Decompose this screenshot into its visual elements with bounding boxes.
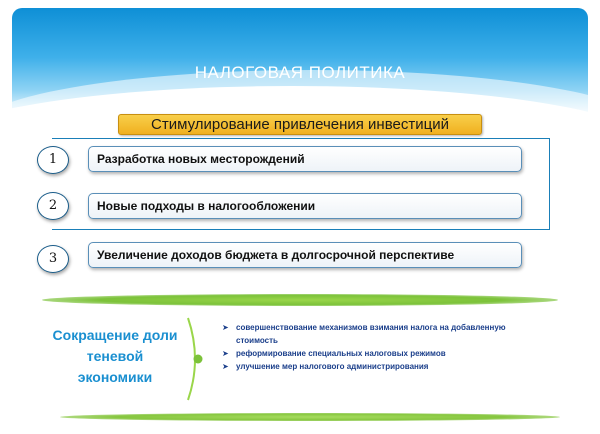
bullet-text-2: реформирование специальных налоговых режимов [236, 349, 446, 358]
shadow-economy-bullet-list [222, 321, 522, 373]
item-box-3: Увеличение доходов бюджета в долгосрочной перспективе [88, 242, 522, 268]
bullet-text-3: улучшение мер налогового администрирования [236, 362, 429, 371]
list-item [222, 360, 522, 373]
page-title: НАЛОГОВАЯ ПОЛИТИКА [194, 63, 406, 82]
shadow-economy-title-line-1: Сокращение доли [52, 327, 178, 343]
shadow-economy-title-line-3: экономики [77, 369, 153, 385]
shadow-economy-title-line-2: теневой [86, 348, 144, 364]
shadow-economy-title [40, 325, 190, 388]
header-banner [12, 8, 588, 118]
item-number-2: 2 [37, 192, 69, 220]
item-box-2: Новые подходы в налогообложении [88, 193, 522, 219]
bullet-text-1: совершенствование механизмов взимания налога на добавленную стоимость [236, 323, 506, 345]
chevron-bracket-icon [186, 316, 210, 402]
arrow-right-icon: ➤ [222, 349, 229, 358]
arrow-right-icon: ➤ [222, 323, 229, 332]
subtitle-banner: Стимулирование привлечения инвестиций [118, 114, 482, 135]
item-number-1: 1 [37, 146, 69, 174]
arrow-right-icon: ➤ [222, 362, 229, 371]
list-item [222, 321, 522, 347]
green-divider-top [42, 294, 558, 306]
green-divider-bottom [60, 413, 560, 421]
item-box-1: Разработка новых месторождений [88, 146, 522, 172]
list-item [222, 347, 522, 360]
item-number-3: 3 [37, 245, 69, 273]
